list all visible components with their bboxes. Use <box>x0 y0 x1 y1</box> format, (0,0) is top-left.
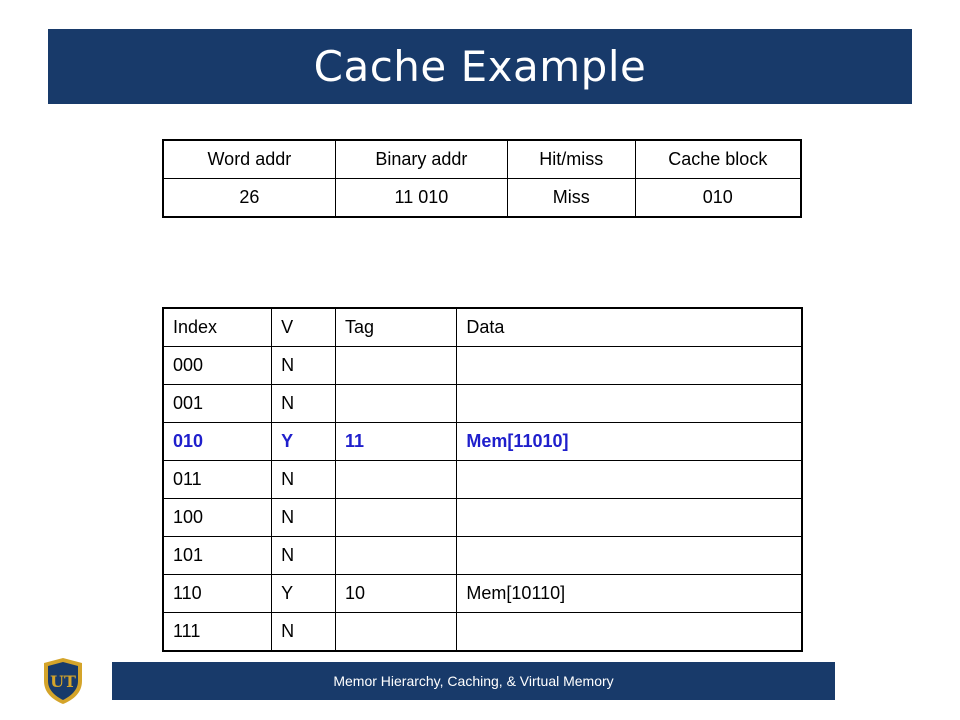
data-cell <box>457 613 802 652</box>
table-cell: 26 <box>163 179 335 218</box>
header-cell: Binary addr <box>335 140 507 179</box>
tag-cell <box>336 613 457 652</box>
data-cell <box>457 385 802 423</box>
access-table-row <box>163 179 801 218</box>
header-cell: Tag <box>336 308 457 347</box>
tag-cell <box>336 537 457 575</box>
tag-cell <box>336 499 457 537</box>
valid-cell: N <box>272 537 336 575</box>
data-cell <box>457 499 802 537</box>
valid-cell: Y <box>272 423 336 461</box>
tag-cell <box>336 461 457 499</box>
data-cell: Mem[10110] <box>457 575 802 613</box>
slide-title: Cache Example <box>313 42 647 91</box>
index-cell: 000 <box>163 347 272 385</box>
header-cell: Hit/miss <box>508 140 636 179</box>
access-table <box>162 139 802 218</box>
header-cell: Data <box>457 308 802 347</box>
index-cell: 100 <box>163 499 272 537</box>
valid-cell: N <box>272 347 336 385</box>
index-cell: 101 <box>163 537 272 575</box>
header-cell: Index <box>163 308 272 347</box>
tag-cell <box>336 385 457 423</box>
header-cell: Word addr <box>163 140 335 179</box>
index-cell: 011 <box>163 461 272 499</box>
tag-cell <box>336 347 457 385</box>
table-row <box>163 385 802 423</box>
valid-cell: N <box>272 385 336 423</box>
index-cell: 001 <box>163 385 272 423</box>
index-cell: 110 <box>163 575 272 613</box>
cache-table <box>162 307 803 652</box>
index-cell: 010 <box>163 423 272 461</box>
footer-text: Memor Hierarchy, Caching, & Virtual Memory <box>333 673 614 689</box>
valid-cell: Y <box>272 575 336 613</box>
access-table-header-row <box>163 140 801 179</box>
title-bar <box>48 29 912 104</box>
header-cell: V <box>272 308 336 347</box>
data-cell <box>457 347 802 385</box>
cache-table-header-row <box>163 308 802 347</box>
index-cell: 111 <box>163 613 272 652</box>
table-row <box>163 537 802 575</box>
table-row <box>163 499 802 537</box>
table-row-highlighted <box>163 423 802 461</box>
table-cell: Miss <box>508 179 636 218</box>
header-cell: Cache block <box>635 140 801 179</box>
data-cell <box>457 537 802 575</box>
data-cell: Mem[11010] <box>457 423 802 461</box>
footer-bar <box>112 662 835 700</box>
table-cell: 010 <box>635 179 801 218</box>
valid-cell: N <box>272 461 336 499</box>
ut-shield-icon <box>42 657 84 705</box>
valid-cell: N <box>272 499 336 537</box>
table-row <box>163 461 802 499</box>
logo-text: UT <box>50 672 76 691</box>
data-cell <box>457 461 802 499</box>
tag-cell: 11 <box>336 423 457 461</box>
table-row <box>163 347 802 385</box>
table-row <box>163 575 802 613</box>
valid-cell: N <box>272 613 336 652</box>
table-cell: 11 010 <box>335 179 507 218</box>
table-row <box>163 613 802 652</box>
tag-cell: 10 <box>336 575 457 613</box>
